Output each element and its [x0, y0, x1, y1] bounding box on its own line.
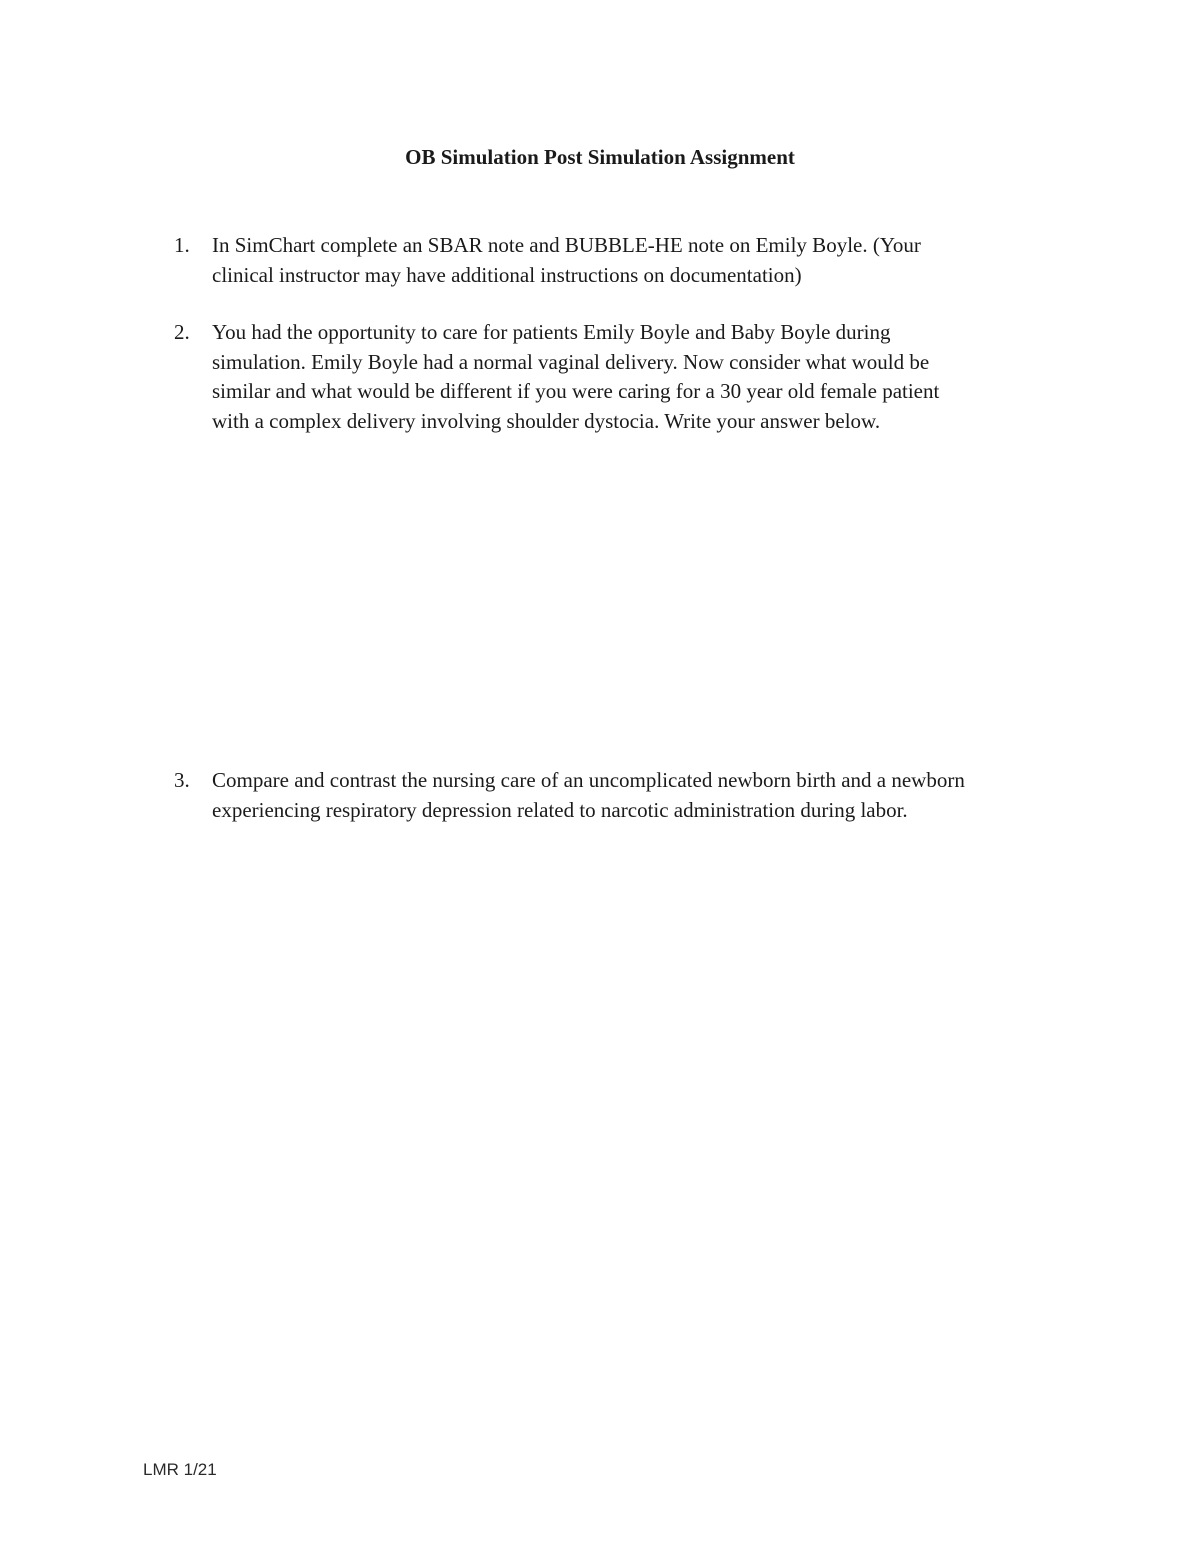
- question-line: clinical instructor may have additional instructions on documentation): [212, 262, 802, 287]
- document-title: OB Simulation Post Simulation Assignment: [405, 145, 795, 169]
- question-text: [212, 231, 1074, 290]
- question-line: Compare and contrast the nursing care of an uncomplicated newborn birth and a newborn: [212, 768, 965, 792]
- question-line: experiencing respiratory depression related to narcotic administration during labor.: [212, 797, 908, 822]
- question-line: similar and what would be different if you were caring for a 30 year old female patient: [212, 379, 940, 403]
- question-number: 2.: [174, 320, 190, 344]
- question-2: [174, 318, 1074, 436]
- question-number: 1.: [174, 233, 190, 257]
- question-line: You had the opportunity to care for patients Emily Boyle and Baby Boyle during: [212, 320, 891, 344]
- question-number: 3.: [174, 768, 190, 792]
- question-line: with a complex delivery involving shoulder dystocia. Write your answer below.: [212, 408, 881, 433]
- question-text: [212, 318, 1074, 436]
- question-line: In SimChart complete an SBAR note and BUBBLE-HE note on Emily Boyle. (Your: [212, 233, 921, 257]
- question-3: [174, 766, 1074, 825]
- footer-version-label: LMR 1/21: [143, 1460, 217, 1479]
- question-text: [212, 766, 1074, 825]
- question-line: simulation. Emily Boyle had a normal vaginal delivery. Now consider what would be: [212, 349, 930, 374]
- question-1: [174, 231, 1074, 290]
